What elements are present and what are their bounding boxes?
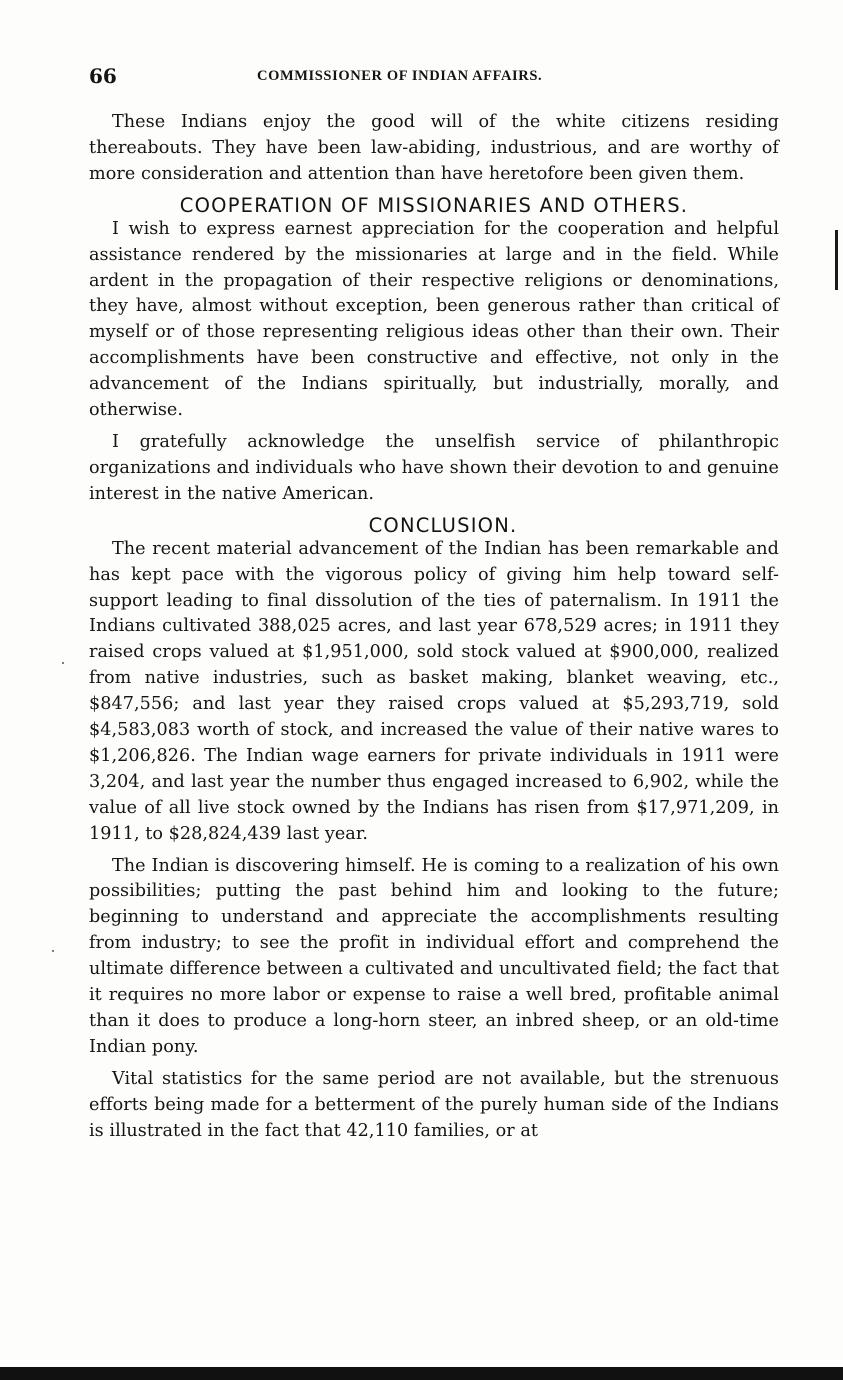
- conclusion-paragraph-2: The Indian is discovering himself. He is coming to a realization of his own possibilities; putting the past behind him and looking to the future; beginning to understand and appreciate the accomplishments resulting from industry; to see the profit in individual effort and comprehend the ultimate difference between a cultivated and uncultivated field; the fact that it requires no more labor or expense to raise a well bred, profitable animal than it does to produce a long-horn steer, an inbred sheep, or an old-time Indian pony.: [89, 855, 779, 1057]
- cooperation-paragraph-1: I wish to express earnest appreciation for the cooperation and helpful assistance rendered by the missionaries at large and in the field. While ardent in the propagation of their respective religions or denominations, they have, almost without exception, been generous rather than critical of myself or of those representing religious ideas other than their own. Their accomplishments have been constructive and effective, not only in the advancement of the Indians spiritually, but industrially, morally, and otherwise.: [89, 218, 779, 421]
- cooperation-paragraph-2: I gratefully acknowledge the unselfish service of philanthropic organizations and individuals who have shown their devotion to and genuine interest in the native American.: [89, 431, 779, 504]
- conclusion-paragraph-3: Vital statistics for the same period are not available, but the strenuous efforts being made for a betterment of the purely human side of the Indians is illustrated in the fact that 42,110 families, or at: [89, 1068, 779, 1141]
- scan-edge-mark: [835, 230, 838, 290]
- scan-bottom-border: [0, 1367, 843, 1380]
- body-text: [89, 110, 779, 1151]
- scan-speck: [62, 662, 64, 664]
- conclusion-paragraph-1: The recent material advancement of the Indian has been remarkable and has kept pace with the vigorous policy of giving him help toward self-support leading to final dissolution of the ties of paternalism. In 1911 the Indians cultivated 388,025 acres, and last year 678,529 acres; in 1911 they raised crops valued at $1,951,000, sold stock valued at $900,000, realized from native industries, such as basket making, blanket weaving, etc., $847,556; and last year they raised crops valued at $5,293,719, sold $4,583,083 worth of stock, and increased the value of their native wares to $1,206,826. The Indian wage earners for private individuals in 1911 were 3,204, and last year the number thus engaged increased to 6,902, while the value of all live stock owned by the Indians has risen from $17,971,209, in 1911, to $28,824,439 last year.: [89, 538, 779, 844]
- conclusion-heading: CONCLUSION.: [368, 513, 518, 537]
- cooperation-heading: COOPERATION OF MISSIONARIES AND OTHERS.: [179, 193, 689, 217]
- scan-speck: [52, 950, 54, 952]
- running-head: [89, 64, 779, 92]
- page-number: 66: [89, 64, 117, 88]
- running-title: COMMISSIONER OF INDIAN AFFAIRS.: [257, 68, 543, 84]
- intro-paragraph: These Indians enjoy the good will of the white citizens residing thereabouts. They have been law-abiding, industrious, and are worthy of more consideration and attention than have heretofore been given them.: [89, 112, 779, 184]
